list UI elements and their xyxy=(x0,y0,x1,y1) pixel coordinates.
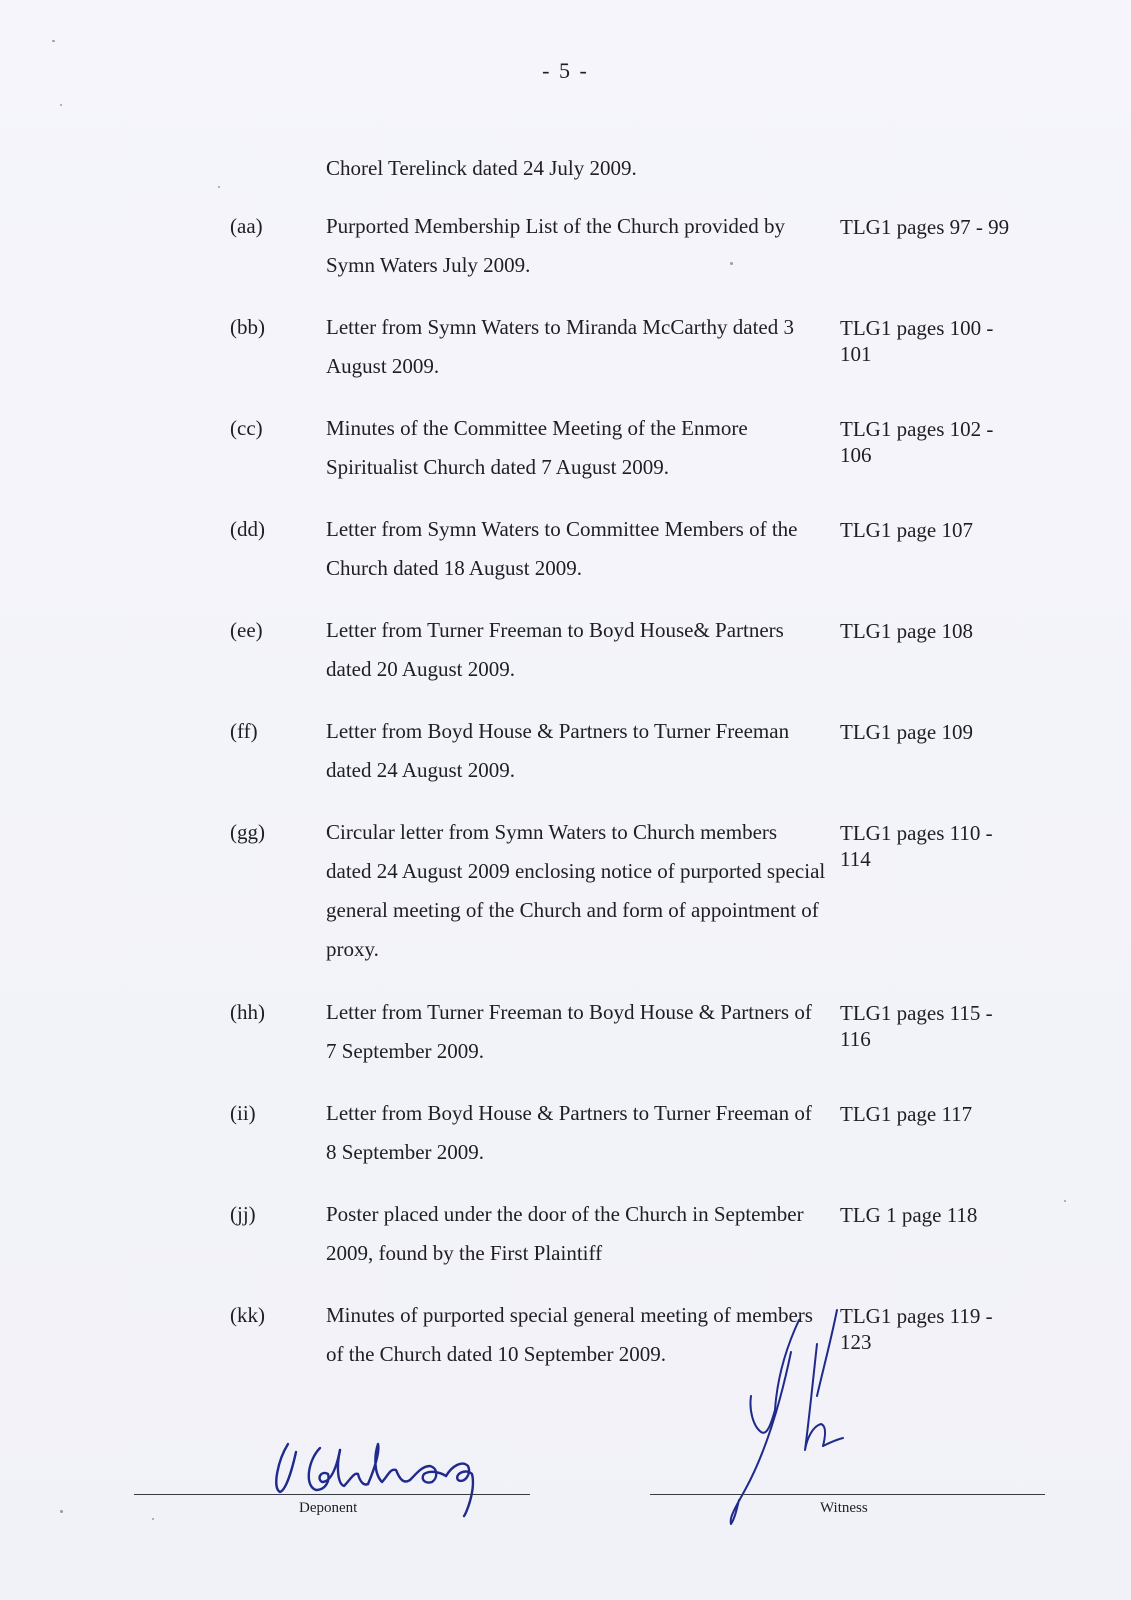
entry-reference: TLG1 pages 97 - 99 xyxy=(840,215,1010,239)
scan-speck xyxy=(1064,1200,1066,1202)
scan-speck xyxy=(60,1510,63,1513)
entry-label: (ff) xyxy=(230,719,258,743)
entry-description: Letter from Turner Freeman to Boyd House & Partners of 7 September 2009. xyxy=(326,1000,812,1063)
witness-signature xyxy=(705,1300,885,1530)
entry-reference: TLG1 pages 102 - 106 xyxy=(840,417,994,467)
scan-speck xyxy=(152,1518,154,1520)
deponent-caption: Deponent xyxy=(299,1500,358,1516)
entry-description: Letter from Symn Waters to Miranda McCarthy dated 3 August 2009. xyxy=(326,315,794,378)
entry-label: (gg) xyxy=(230,820,265,844)
entry-reference: TLG1 page 108 xyxy=(840,619,973,643)
entry-description: Minutes of purported special general meeting of members of the Church dated 10 September 2009. xyxy=(326,1303,813,1366)
entry-reference: TLG 1 page 118 xyxy=(840,1203,978,1227)
page-number: - 5 - xyxy=(542,58,589,83)
entry-label: (cc) xyxy=(230,416,263,440)
entry-description: Poster placed under the door of the Church in September 2009, found by the First Plaintiff xyxy=(326,1202,804,1265)
entry-description: Circular letter from Symn Waters to Church members dated 24 August 2009 enclosing notice of purported special general meeting of the Church and form of appointment of proxy. xyxy=(326,820,826,961)
entry-label: (ee) xyxy=(230,618,263,642)
scan-speck xyxy=(52,40,55,42)
entry-label: (aa) xyxy=(230,214,263,238)
continued-line: Chorel Terelinck dated 24 July 2009. xyxy=(326,156,637,180)
witness-signature-line xyxy=(650,1494,1045,1495)
entry-label: (hh) xyxy=(230,1000,265,1024)
entry-label: (dd) xyxy=(230,517,265,541)
scan-speck xyxy=(730,262,733,265)
entry-label: (jj) xyxy=(230,1202,256,1226)
witness-caption: Witness xyxy=(820,1500,868,1516)
entry-label: (kk) xyxy=(230,1303,265,1327)
entry-label: (bb) xyxy=(230,315,265,339)
entry-reference: TLG1 pages 110 - 114 xyxy=(840,821,993,871)
entry-reference: TLG1 pages 100 - 101 xyxy=(840,316,994,366)
entry-description: Minutes of the Committee Meeting of the Enmore Spiritualist Church dated 7 August 2009. xyxy=(326,416,748,479)
deponent-signature-line xyxy=(134,1494,530,1495)
scan-speck xyxy=(60,104,62,106)
scan-speck xyxy=(218,186,220,188)
entry-description: Purported Membership List of the Church provided by Symn Waters July 2009. xyxy=(326,214,786,277)
entry-description: Letter from Symn Waters to Committee Members of the Church dated 18 August 2009. xyxy=(326,517,798,580)
entry-description: Letter from Boyd House & Partners to Turner Freeman dated 24 August 2009. xyxy=(326,719,790,782)
entry-label: (ii) xyxy=(230,1101,256,1125)
entry-description: Letter from Boyd House & Partners to Turner Freeman of 8 September 2009. xyxy=(326,1101,812,1164)
entry-reference: TLG1 page 117 xyxy=(840,1102,973,1126)
entry-reference: TLG1 page 109 xyxy=(840,720,973,744)
entry-reference: TLG1 page 107 xyxy=(840,518,973,542)
entry-reference: TLG1 pages 115 - 116 xyxy=(840,1001,993,1051)
entry-description: Letter from Turner Freeman to Boyd House& Partners dated 20 August 2009. xyxy=(326,618,784,681)
entry-reference: TLG1 pages 119 - 123 xyxy=(840,1304,993,1354)
